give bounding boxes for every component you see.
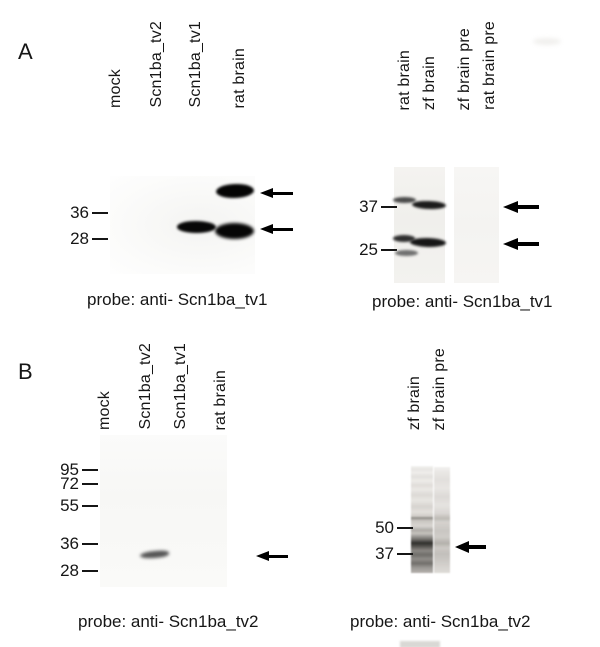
marker-tick: [92, 212, 108, 214]
marker-tick: [381, 206, 397, 208]
marker-tick: [397, 527, 413, 529]
lane-label: rat brain pre: [481, 21, 498, 110]
marker-tick: [381, 249, 397, 251]
blot-lane-image: [434, 467, 450, 573]
mw-marker-value: 37: [359, 197, 378, 216]
mw-marker-value: 25: [359, 240, 378, 259]
mw-marker-value: 28: [60, 561, 79, 580]
band: [177, 221, 216, 233]
lane-label: rat brain: [212, 369, 229, 430]
mw-marker-value: 72: [60, 474, 79, 493]
mw-marker: [70, 203, 108, 223]
marker-tick: [397, 553, 413, 555]
marker-tick: [82, 505, 98, 507]
mw-marker-value: 50: [375, 518, 394, 537]
mw-marker: [60, 561, 98, 581]
probe-caption: probe: anti- Scn1ba_tv1: [372, 292, 553, 311]
mw-marker: [359, 240, 397, 260]
band: [215, 223, 254, 239]
probe-caption: probe: anti- Scn1ba_tv2: [350, 612, 531, 631]
band-arrow-icon: [500, 201, 539, 213]
lane-label: Scn1ba_tv2: [137, 343, 154, 430]
mw-marker-value: 37: [375, 544, 394, 563]
mw-marker-value: 36: [60, 534, 79, 553]
marker-tick: [82, 483, 98, 485]
lane-label: Scn1ba_tv1: [172, 343, 189, 430]
blot-image: [100, 435, 227, 587]
band-arrow-icon: [253, 551, 288, 561]
marker-tick: [92, 238, 108, 240]
lane-label: zf brain: [421, 55, 438, 110]
mw-marker-value: 55: [60, 496, 79, 515]
mw-marker: [60, 474, 98, 494]
lane-label: zf brain pre: [456, 27, 473, 110]
mw-marker: [60, 534, 98, 554]
lane-label: mock: [96, 390, 113, 430]
panel-a-label: A: [18, 39, 33, 64]
blot-lane-image: [411, 466, 433, 573]
lane-label: zf brain: [406, 375, 423, 430]
mw-marker-value: 36: [70, 203, 89, 222]
film-artifact: [400, 641, 440, 647]
marker-tick: [82, 570, 98, 572]
marker-tick: [82, 543, 98, 545]
marker-tick: [82, 469, 98, 471]
mw-marker-value: 28: [70, 229, 89, 248]
blot-image: [394, 167, 445, 283]
lane-label: Scn1ba_tv2: [148, 21, 165, 108]
lane-label: zf brain pre: [431, 347, 448, 430]
band-arrow-icon: [257, 224, 293, 234]
lane-label: Scn1ba_tv1: [187, 21, 204, 108]
mw-marker: [375, 544, 413, 564]
mw-marker-value: 95: [60, 460, 79, 479]
band-arrow-icon: [257, 188, 293, 198]
blot-image: [454, 167, 499, 283]
lane-label: mock: [107, 68, 124, 108]
mw-marker: [359, 197, 397, 217]
band-arrow-icon: [452, 541, 486, 553]
band: [395, 250, 418, 256]
probe-caption: probe: anti- Scn1ba_tv2: [78, 612, 259, 631]
band-arrow-icon: [500, 238, 539, 250]
mw-marker: [70, 229, 108, 249]
mw-marker: [375, 518, 413, 538]
panel-b-label: B: [18, 359, 33, 384]
mw-marker: [60, 496, 98, 516]
lane-label: rat brain: [396, 49, 413, 110]
film-artifact: [533, 38, 561, 45]
lane-label: rat brain: [231, 47, 248, 108]
probe-caption: probe: anti- Scn1ba_tv1: [87, 290, 268, 309]
